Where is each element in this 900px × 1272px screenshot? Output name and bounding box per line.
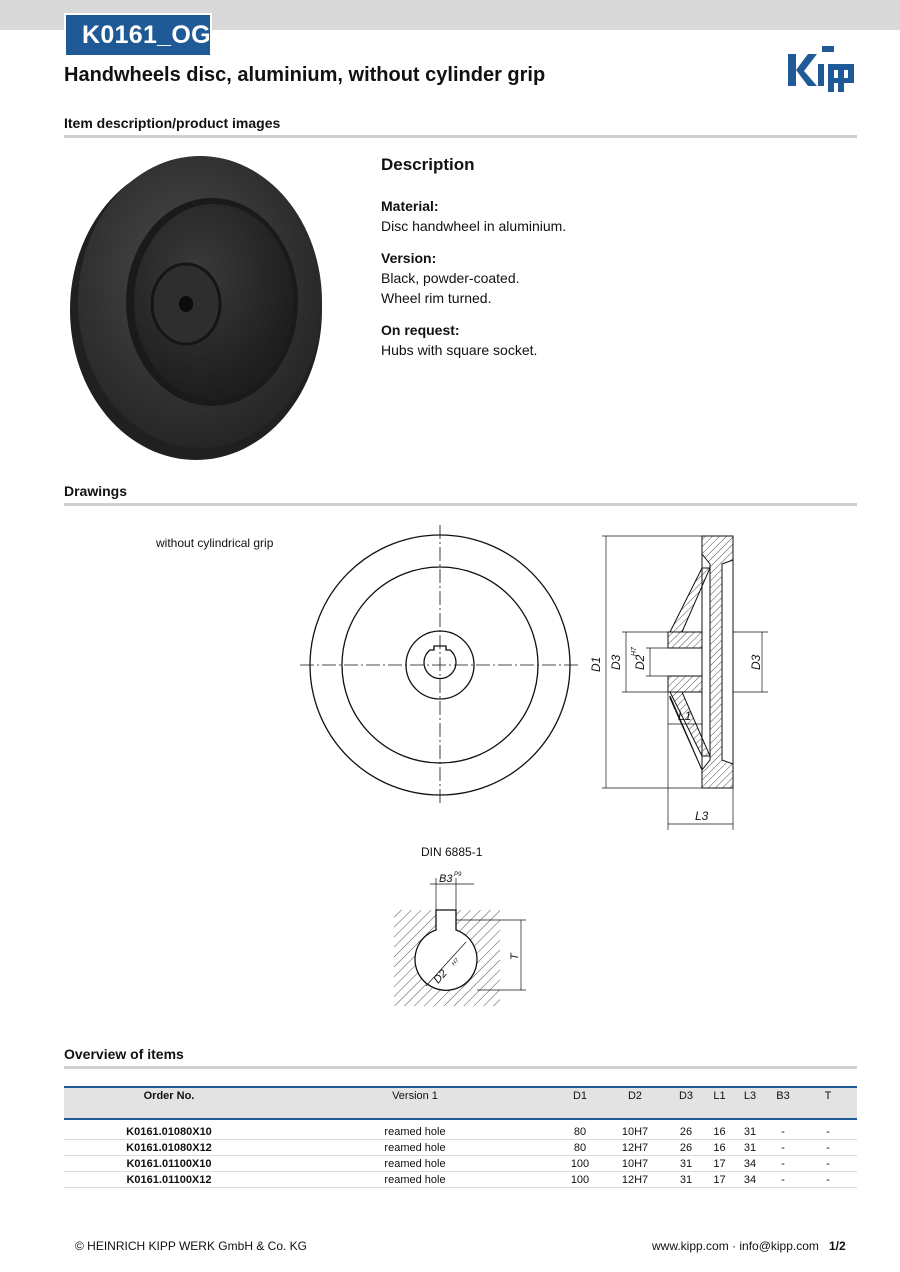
description-text: Black, powder-coated. [381,270,520,286]
table-cell: 31 [666,1172,706,1188]
table-row[interactable] [64,1124,857,1140]
table-cell: - [799,1124,857,1140]
order-number: K0161.01080X10 [64,1124,274,1140]
logo-text: Kipp [821,90,824,91]
table-cell: reamed hole [274,1172,556,1188]
table-cell: - [767,1172,799,1188]
table-cell: 26 [666,1140,706,1156]
section-heading-overview: Overview of items [64,1046,184,1062]
section-divider [64,135,857,138]
table-cell: 26 [666,1124,706,1140]
description-group-on-request [381,320,851,360]
dim-label: L3 [695,809,709,823]
table-cell: 12H7 [604,1140,666,1156]
product-image [64,152,324,462]
table-cell: 34 [733,1172,767,1188]
footer-contact[interactable]: www.kipp.com · info@kipp.com [652,1239,819,1253]
description-label: On request: [381,322,460,338]
table-cell: 12H7 [604,1172,666,1188]
column-header: L3 [733,1087,767,1119]
footer-copyright: © HEINRICH KIPP WERK GmbH & Co. KG [75,1239,307,1253]
column-header: Version 1 [274,1087,556,1119]
table-cell: 17 [706,1156,733,1172]
table-cell: 17 [706,1172,733,1188]
table-row[interactable] [64,1140,857,1156]
table-cell: 31 [666,1156,706,1172]
table-cell: - [799,1172,857,1188]
items-table [64,1086,857,1188]
table-cell: - [799,1156,857,1172]
column-header: L1 [706,1087,733,1119]
kipp-logo [784,38,858,92]
din-dim-label: T [509,953,521,960]
dim-label: L1 [678,709,692,723]
column-header: Order No. [64,1087,274,1119]
table-cell: 10H7 [604,1124,666,1140]
order-number: K0161.01100X10 [64,1156,274,1172]
table-row[interactable] [64,1172,857,1188]
table-cell: 10H7 [604,1156,666,1172]
dim-label: D1 [589,656,603,672]
section-divider [64,503,857,506]
din-label: DIN 6885-1 [421,845,483,859]
table-cell: 80 [556,1124,604,1140]
table-cell: 100 [556,1172,604,1188]
column-header: D3 [666,1087,706,1119]
table-cell: 16 [706,1124,733,1140]
table-row[interactable] [64,1156,857,1172]
din-dim-label: D2 [431,967,450,987]
section-divider [64,1066,857,1069]
description-text: Wheel rim turned. [381,290,492,306]
din-dim-label: H7 [451,957,461,968]
dim-label: D3 [609,654,623,670]
table-cell: 16 [706,1140,733,1156]
column-header: D2 [604,1087,666,1119]
table-cell: 31 [733,1140,767,1156]
table-cell: 100 [556,1156,604,1172]
table-cell: 31 [733,1124,767,1140]
column-header: D1 [556,1087,604,1119]
page-title: Handwheels disc, aluminium, without cylinder grip [64,64,546,86]
table-cell: reamed hole [274,1140,556,1156]
keyway-drawing [384,838,539,1018]
drawing-note: without cylindrical grip [156,536,274,550]
table-cell: reamed hole [274,1156,556,1172]
description-label: Version: [381,250,437,266]
order-number: K0161.01080X12 [64,1140,274,1156]
table-cell: 80 [556,1140,604,1156]
section-heading-images: Item description/product images [64,115,281,131]
table-cell: - [767,1156,799,1172]
product-code-badge: K0161_OG [64,13,212,57]
table-cell: - [767,1124,799,1140]
section-heading-drawings: Drawings [64,483,128,499]
din-dim-label: B3 [439,873,453,885]
table-cell: reamed hole [274,1124,556,1140]
dim-label: D2 [633,654,647,670]
description-group-material [381,196,851,236]
din-dim-label: P9 [454,872,462,878]
table-header-row [64,1087,857,1119]
description-heading: Description [381,155,475,174]
technical-drawing [290,520,770,835]
table-cell: - [767,1140,799,1156]
order-number: K0161.01100X12 [64,1172,274,1188]
description-group-version [381,248,851,308]
dim-label: H7 [631,647,638,656]
description-text: Disc handwheel in aluminium. [381,218,567,234]
column-header: B3 [767,1087,799,1119]
description-block [381,154,851,372]
column-header: T [799,1087,857,1119]
table-cell: - [799,1140,857,1156]
page-number: 1/2 [829,1239,846,1253]
description-text: Hubs with square socket. [381,342,538,358]
description-label: Material: [381,198,439,214]
table-cell: 34 [733,1156,767,1172]
dim-label: D3 [749,654,763,670]
